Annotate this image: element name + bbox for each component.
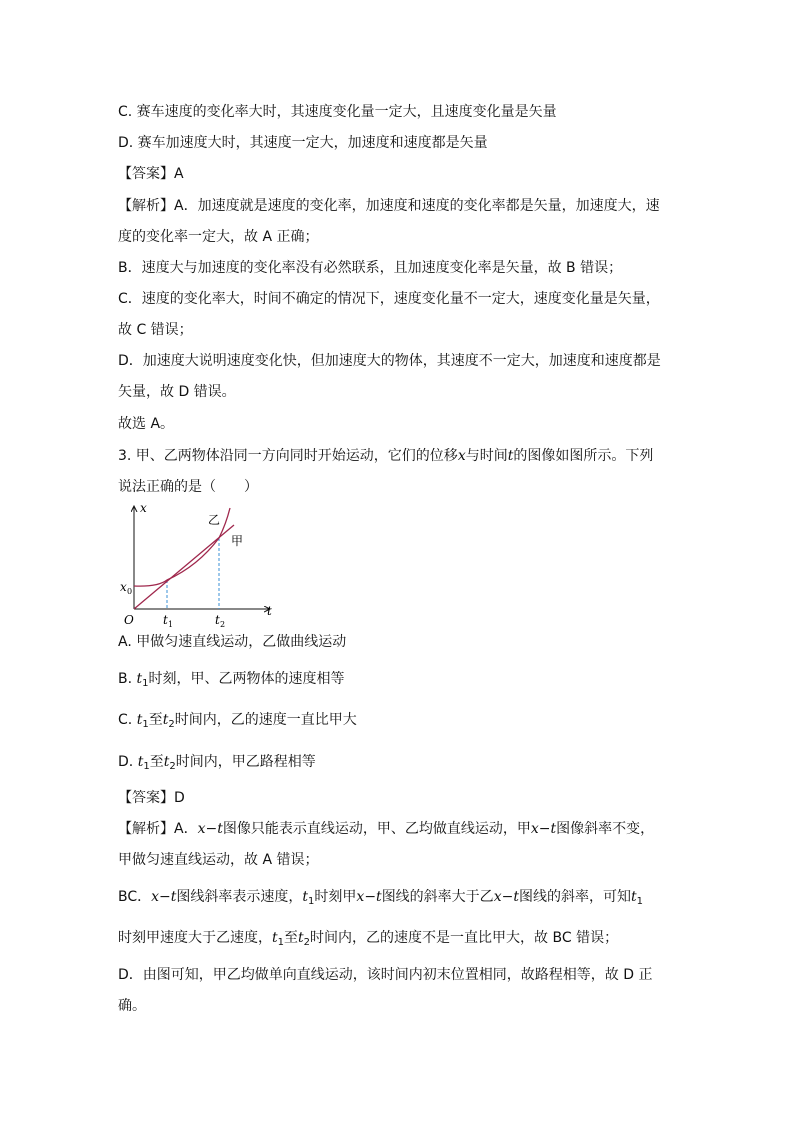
x-axis-label: t	[267, 604, 272, 618]
q3-analysis-line-6: 确。	[118, 998, 146, 1014]
q2-analysis-line: 度的变化率一定大，故 A 正确；	[118, 229, 319, 245]
t1-subscript: 1	[168, 620, 174, 629]
q2-analysis-line: 矢量，故 D 错误。	[118, 384, 236, 400]
q3-stem-line-1: 3. 甲、乙两物体沿同一方向同时开始运动，它们的位移x与时间t的图像如图所示。下列	[118, 448, 654, 464]
q3-option-b: B. $t_1$时刻，甲、乙两物体的速度相等	[118, 671, 345, 689]
q2-analysis-line: 【解析】A．加速度就是速度的变化率，加速度和速度的变化率都是矢量，加速度大，速	[118, 198, 660, 214]
q3-answer: 【答案】D	[118, 790, 185, 806]
q2-analysis-line: 故选 A。	[118, 416, 175, 432]
q2-analysis-line: C．速度的变化率大，时间不确定的情况下，速度变化量不一定大，速度变化量是矢量，	[118, 291, 660, 307]
q3-option-c: C. $t_1$至$t_2$时间内，乙的速度一直比甲大	[118, 712, 357, 730]
t2-subscript: 2	[220, 620, 226, 629]
y-axis-label: x	[140, 501, 147, 515]
q3-option-a: A. 甲做匀速直线运动，乙做曲线运动	[118, 634, 347, 650]
q2-answer: 【答案】A	[118, 166, 184, 182]
q3-analysis-line-4: 时刻甲速度大于乙速度，$t_1$至$t_2$时间内，乙的速度不是一直比甲大，故 BC 错误；	[118, 930, 619, 948]
q3-analysis-line-5: D．由图可知，甲乙均做单向直线运动，该时间内初末位置相同，故路程相等，故 D 正	[118, 967, 653, 983]
q3-stem-line-2: 说法正确的是（ ）	[118, 479, 258, 495]
xt-graph	[118, 500, 278, 632]
q3-analysis-line-2: 甲做匀速直线运动，故 A 错误；	[118, 852, 319, 868]
q2-analysis-line: B．速度大与加速度的变化率没有必然联系，且加速度变化率是矢量，故 B 错误；	[118, 260, 623, 276]
jia-label: 甲	[231, 534, 244, 548]
x0-subscript: 0	[127, 587, 133, 596]
t1-label: t	[163, 613, 168, 627]
q2-analysis-line: D．加速度大说明速度变化快，但加速度大的物体，其速度不一定大，加速度和速度都是	[118, 353, 661, 369]
q2-analysis-line: 故 C 错误；	[118, 322, 193, 338]
q3-analysis-line-1: 【解析】A．x−t图像只能表示直线运动，甲、乙均做直线运动，甲x−t图像斜率不变，	[118, 821, 655, 837]
yi-label: 乙	[208, 513, 221, 527]
q2-option-d: D. 赛车加速度大时，其速度一定大，加速度和速度都是矢量	[118, 135, 488, 151]
q3-option-d: D. $t_1$至$t_2$时间内，甲乙路程相等	[118, 754, 316, 772]
t2-label: t	[215, 613, 220, 627]
x0-label: x	[120, 580, 127, 594]
q2-option-c: C. 赛车速度的变化率大时，其速度变化量一定大，且速度变化量是矢量	[118, 104, 557, 120]
origin-label: O	[124, 613, 134, 627]
q3-analysis-line-3: BC．x−t图线斜率表示速度，$t_1$时刻甲x−t图线的斜率大于乙x−t图线的斜率，可知$t_1$	[118, 889, 643, 907]
